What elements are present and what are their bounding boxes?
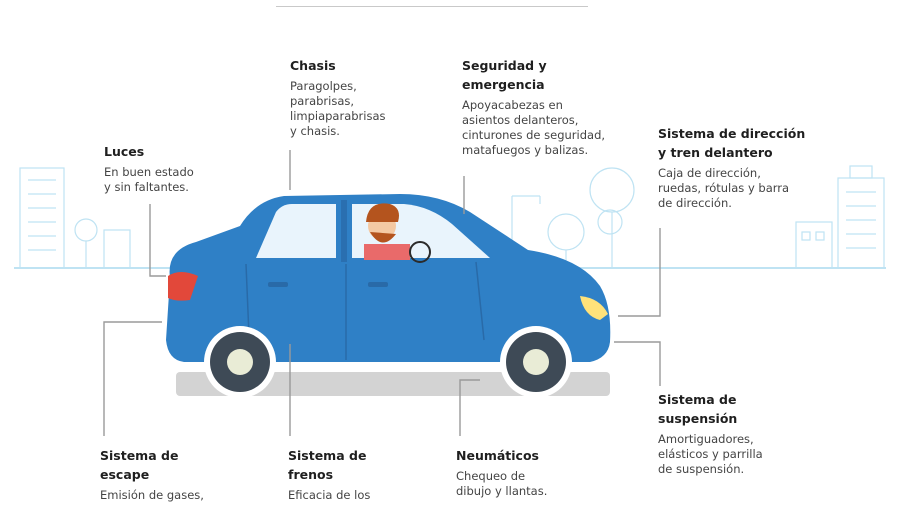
label-seguridad-title: Seguridad y emergencia — [462, 58, 547, 92]
tree-right-1 — [548, 214, 584, 250]
label-suspension-title: Sistema de suspensión — [658, 392, 738, 426]
label-suspension — [658, 390, 763, 477]
label-suspension-desc: Amortiguadores, elásticos y parrilla de suspensión. — [658, 432, 763, 476]
label-neumaticos-desc: Chequeo de dibujo y llantas. — [456, 469, 548, 498]
front-door-handle — [368, 282, 388, 287]
label-seguridad — [462, 56, 605, 158]
label-escape-title: Sistema de escape — [100, 448, 179, 482]
leader-luces — [150, 204, 166, 276]
rear-door-handle — [268, 282, 288, 287]
label-escape — [100, 446, 204, 503]
leader-escape — [104, 322, 162, 436]
tree-left — [75, 219, 97, 241]
label-luces — [104, 142, 194, 195]
rear-wheel — [204, 326, 276, 398]
label-frenos-desc: Eficacia de los — [288, 488, 371, 502]
label-chasis-desc: Paragolpes, parabrisas, limpiaparabrisas y chasis. — [290, 79, 386, 138]
label-frenos — [288, 446, 370, 503]
label-seguridad-desc: Apoyacabezas en asientos delanteros, cinturones de seguridad, matafuegos y balizas. — [462, 98, 606, 157]
label-chasis — [290, 56, 386, 139]
label-luces-title: Luces — [104, 144, 145, 159]
front-wheel — [500, 326, 572, 398]
leader-suspension — [614, 342, 660, 386]
label-direccion-desc: Caja de dirección, ruedas, rótulas y barra de dirección. — [658, 166, 790, 210]
tree-right-2 — [590, 168, 634, 212]
building-right-1 — [796, 222, 832, 268]
label-escape-desc: Emisión de gases, — [100, 488, 204, 502]
label-neumaticos-title: Neumáticos — [456, 448, 539, 463]
label-luces-desc: En buen estado y sin faltantes. — [104, 165, 194, 194]
label-direccion-title: Sistema de dirección y tren delantero — [658, 126, 806, 160]
label-chasis-title: Chasis — [290, 58, 336, 73]
leader-direccion — [618, 228, 660, 316]
label-neumaticos — [456, 446, 547, 499]
label-frenos-title: Sistema de frenos — [288, 448, 367, 482]
label-direccion — [658, 124, 805, 211]
building-left — [20, 168, 64, 268]
